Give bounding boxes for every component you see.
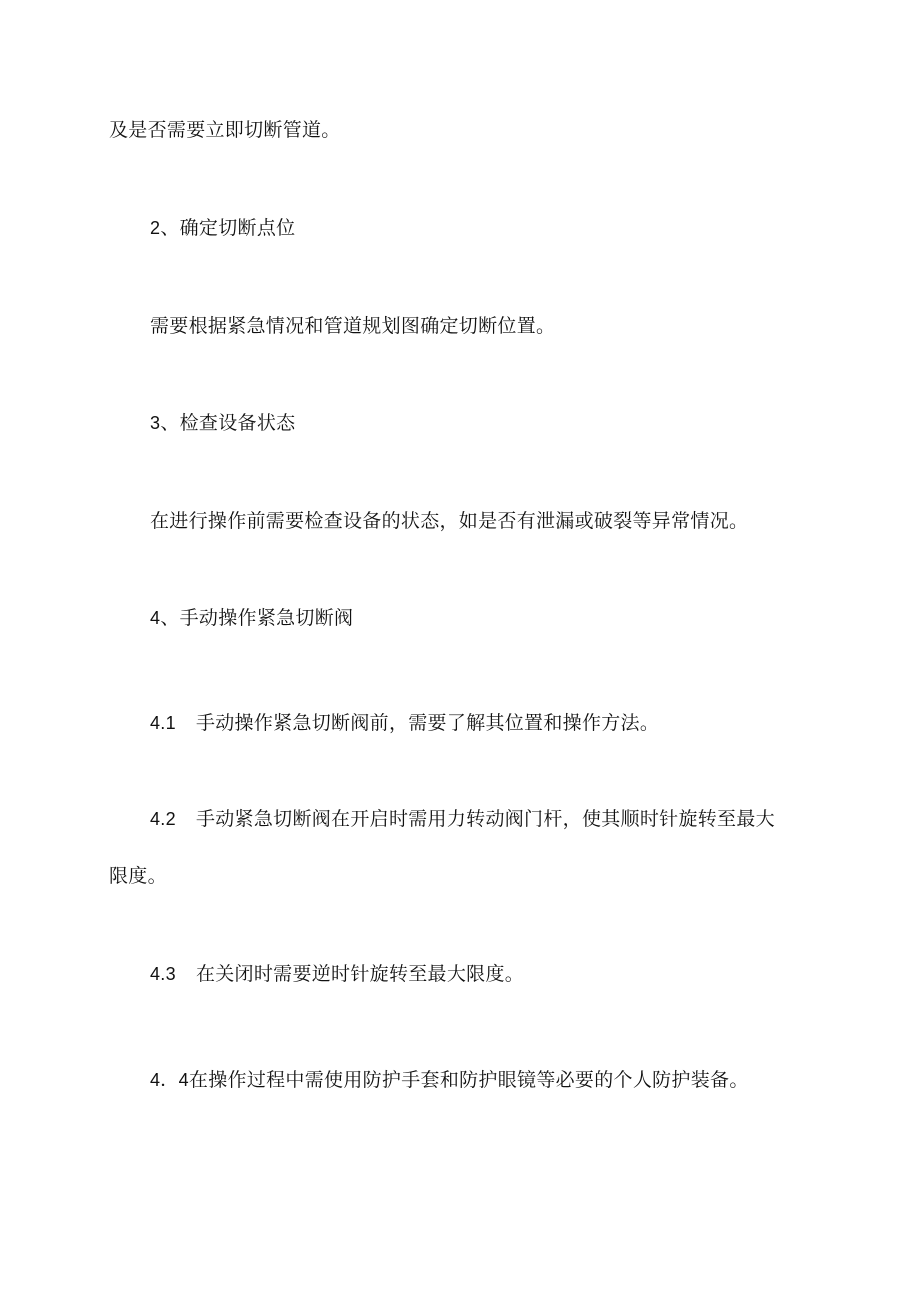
subsection-number: 4．4: [150, 1070, 189, 1090]
subsection-text: 手动操作紧急切断阀前，需要了解其位置和操作方法。: [195, 712, 660, 734]
paragraph-section-2: [150, 314, 555, 338]
subsection-number: 4.2: [150, 809, 176, 829]
subsection-4-4: [150, 1068, 749, 1092]
subsection-number: 4.3: [150, 964, 176, 984]
subsection-text: 在关闭时需要逆时针旋转至最大限度。: [195, 963, 525, 985]
section-heading-4: [150, 606, 353, 630]
subsection-text: 在操作过程中需使用防护手套和防护眼镜等必要的个人防护装备。: [188, 1069, 749, 1091]
section-number: 4: [150, 608, 161, 628]
section-title: 、检查设备状态: [160, 412, 296, 434]
subsection-text: 限度。: [109, 865, 167, 887]
section-title: 、确定切断点位: [160, 217, 296, 239]
paragraph-text: 需要根据紧急情况和管道规划图确定切断位置。: [150, 315, 556, 337]
paragraph-continuation: [109, 118, 341, 142]
section-heading-2: [150, 216, 295, 240]
section-number: 2: [150, 218, 161, 238]
subsection-text: 手动紧急切断阀在开启时需用力转动阀门杆，使其顺时针旋转至最大: [195, 808, 775, 830]
subsection-4-1: [150, 711, 659, 735]
paragraph-text: 在进行操作前需要检查设备的状态，如是否有泄漏或破裂等异常情况。: [150, 510, 749, 532]
section-number: 3: [150, 413, 161, 433]
subsection-number: 4.1: [150, 713, 176, 733]
section-title: 、手动操作紧急切断阀: [160, 607, 354, 629]
subsection-4-2: [150, 807, 775, 831]
paragraph-section-3: [150, 509, 748, 533]
paragraph-text: 及是否需要立即切断管道。: [109, 119, 341, 141]
subsection-4-2-continuation: [109, 864, 167, 888]
subsection-4-3: [150, 962, 524, 986]
section-heading-3: [150, 411, 295, 435]
